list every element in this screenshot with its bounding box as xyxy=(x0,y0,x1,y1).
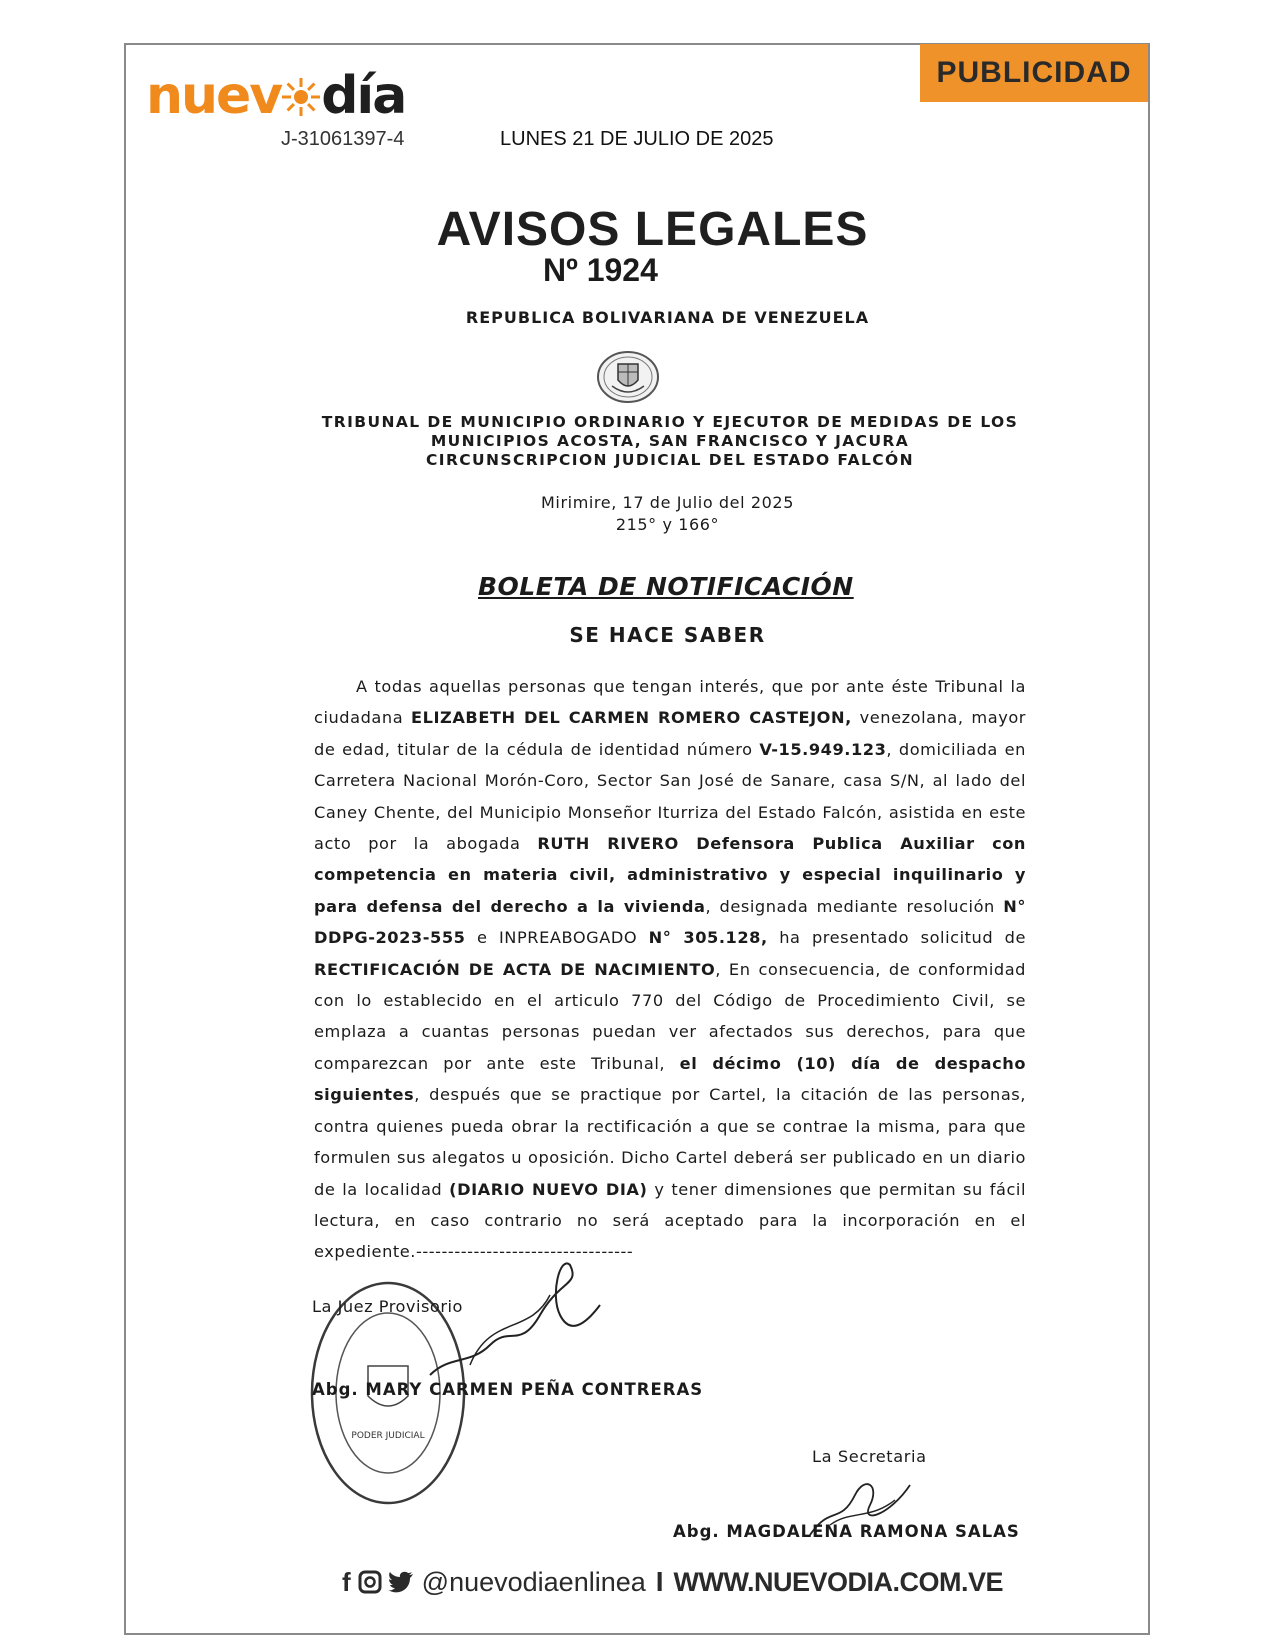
nuevodia-logo xyxy=(146,66,406,126)
sun-icon xyxy=(281,77,321,117)
secretary-role: La Secretaria xyxy=(812,1447,927,1466)
place-and-date xyxy=(0,492,1275,536)
social-handle[interactable]: @nuevodiaenlinea xyxy=(421,1566,646,1597)
judge-signature xyxy=(410,1255,620,1395)
instagram-icon[interactable] xyxy=(358,1570,382,1594)
place-date-line: Mirimire, 17 de Julio del 2025 xyxy=(541,493,794,512)
publication-date: LUNES 21 DE JULIO DE 2025 xyxy=(500,128,774,150)
rif-number: J-31061397-4 xyxy=(281,128,405,150)
svg-text:PODER JUDICIAL: PODER JUDICIAL xyxy=(351,1431,425,1441)
document-heading: BOLETA DE NOTIFICACIÓN xyxy=(478,572,854,601)
coat-of-arms-icon xyxy=(596,350,660,404)
twitter-icon[interactable] xyxy=(388,1571,414,1593)
judge-name: Abg. MARY CARMEN PEÑA CONTRERAS xyxy=(312,1380,704,1399)
notice-paragraph: A todas aquellas personas que tengan interés, que por ante éste Tribunal la ciudadana ELIZABETH DEL CARMEN ROMERO CASTEJON, venezolana, mayor de edad, titular de la cédula de identidad número V-15.949.123, domiciliada en Carretera Nacional Morón-Coro, Sector San José de Sanare, casa S/N, al lado del Caney Chente, del Municipio Monseñor Iturriza del Estado Falcón, asistida en este acto por la abogada RUTH RIVERO Defensora Publica Auxiliar con competencia en materia civil, administrativo y especial inquilinario y para defensa del derecho a la vivienda, designada mediante resolución N° DDPG-2023-555 e INPREABOGADO N° 305.128, ha presentado solicitud de RECTIFICACIÓN DE ACTA DE NACIMIENTO, En consecuencia, de conformidad con lo establecido en el articulo 770 del Código de Procedimiento Civil, se emplaza a cuantas personas puedan ver afectados sus derechos, para que comparezcan por ante este Tribunal, el décimo (10) día de despacho siguientes, después que se practique por Cartel, la citación de las personas, contra quienes pueda obrar la rectificación a que se contrae la misma, para que formulen sus alegatos u oposición. Dicho Cartel deberá ser publicado en un diario de la localidad (DIARIO NUEVO DIA) y tener dimensiones que permitan su fácil lectura, en caso contrario no será aceptado para la incorporación en el expediente.---------------------------------- xyxy=(314,677,1027,1262)
court-line-2: MUNICIPIOS ACOSTA, SAN FRANCISCO Y JACURA xyxy=(430,432,910,450)
secretary-name: Abg. MAGDALENA RAMONA SALAS xyxy=(673,1522,1020,1541)
court-line-1: TRIBUNAL DE MUNICIPIO ORDINARIO Y EJECUTOR DE MEDIDAS DE LOS xyxy=(321,413,1019,431)
notice-number: Nº 1924 xyxy=(543,252,658,288)
court-name xyxy=(300,413,1040,470)
notice-body xyxy=(314,671,1026,1268)
judge-role: La Juez Provisorio xyxy=(312,1297,463,1316)
publicidad-badge: PUBLICIDAD xyxy=(920,44,1148,102)
logo-text-part1: nuev xyxy=(146,66,282,126)
republic-heading: REPUBLICA BOLIVARIANA DE VENEZUELA xyxy=(465,308,870,327)
website-link[interactable]: WWW.NUEVODIA.COM.VE xyxy=(673,1566,1004,1597)
court-line-3: CIRCUNSCRIPCION JUDICIAL DEL ESTADO FALCÓN xyxy=(426,451,914,469)
facebook-icon[interactable]: f xyxy=(342,1566,351,1597)
document-subheading: SE HACE SABER xyxy=(569,623,766,647)
logo-text-part2: día xyxy=(321,66,406,126)
years-line: 215° y 166° xyxy=(615,515,720,534)
footer-bar xyxy=(342,1562,1003,1602)
footer-separator: I xyxy=(655,1566,664,1597)
notice-title: AVISOS LEGALES xyxy=(436,203,869,256)
